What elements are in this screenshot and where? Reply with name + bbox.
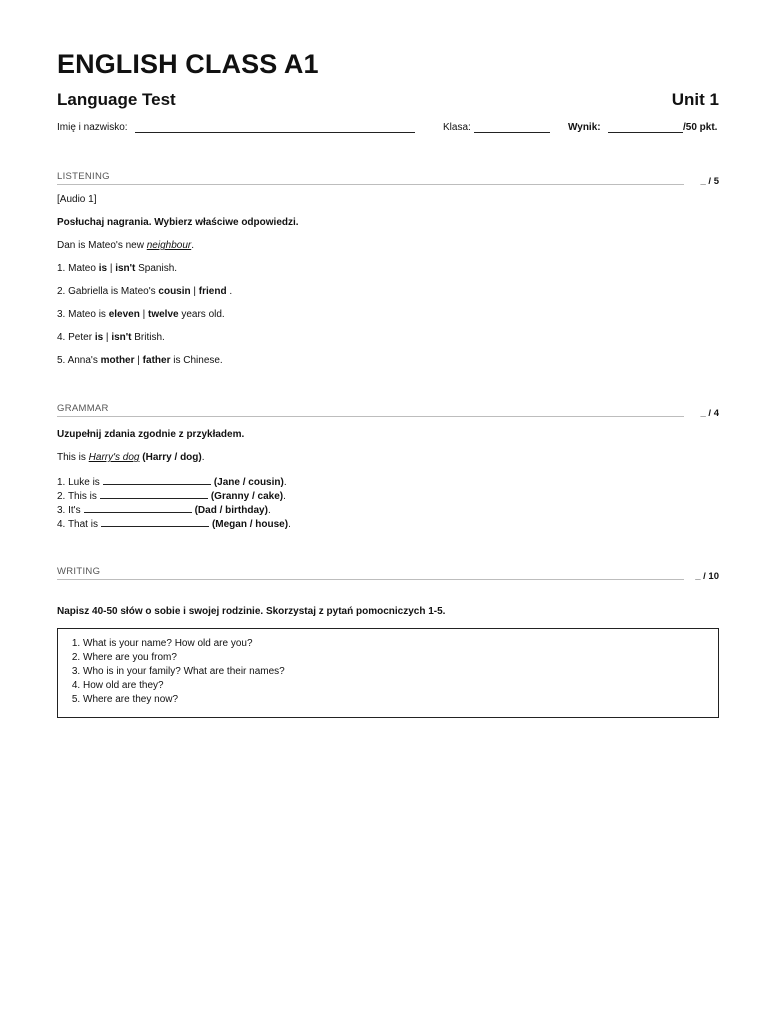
writing-section-header <box>57 566 719 590</box>
answer-blank[interactable] <box>84 503 192 513</box>
listening-heading: LISTENING <box>57 171 110 182</box>
grammar-section-header <box>57 403 719 427</box>
option-b[interactable]: isn't <box>115 263 136 274</box>
example-hint: (Harry / dog) <box>142 452 202 463</box>
item-text-end: is Chinese. <box>170 355 223 366</box>
answer-blank[interactable] <box>100 489 208 499</box>
item-text-end: . <box>226 286 233 297</box>
example-text: Dan is Mateo's new <box>57 240 147 251</box>
name-field[interactable] <box>135 132 415 133</box>
item-text: 3. It's <box>57 505 81 516</box>
grammar-example <box>57 452 205 463</box>
grammar-instruction: Uzupełnij zdania zgodnie z przykładem. <box>57 429 245 440</box>
class-label: Klasa: <box>443 122 471 133</box>
option-separator: | <box>134 355 143 366</box>
example-answer: Harry's dog <box>88 452 140 463</box>
listening-item <box>57 355 223 366</box>
test-subtitle: Language Test <box>57 90 176 109</box>
writing-score: _ / 10 <box>695 571 719 582</box>
item-text: 3. Mateo is <box>57 309 109 320</box>
item-text-end: Spanish. <box>135 263 178 274</box>
option-separator: | <box>139 309 148 320</box>
student-info-row <box>57 119 719 135</box>
item-text: 4. That is <box>57 519 98 530</box>
answer-blank[interactable] <box>103 475 211 485</box>
item-text-end: British. <box>131 332 165 343</box>
listening-item <box>57 332 165 343</box>
item-text-end: . <box>288 519 291 530</box>
item-hint: (Granny / cake) <box>210 491 284 502</box>
option-a[interactable]: cousin <box>158 286 191 297</box>
prompt-question: 5. Where are they now? <box>83 693 718 707</box>
item-text-end: . <box>283 491 286 502</box>
option-separator: | <box>190 286 199 297</box>
writing-prompts-box <box>57 628 719 718</box>
section-divider <box>57 184 684 185</box>
item-text: 1. Mateo <box>57 263 99 274</box>
option-b[interactable]: father <box>142 355 171 366</box>
audio-label: [Audio 1] <box>57 194 97 205</box>
page-title: ENGLISH CLASS A1 <box>57 49 319 79</box>
example-answer: neighbour <box>146 240 192 251</box>
option-a[interactable]: is <box>98 263 108 274</box>
item-text: 2. This is <box>57 491 97 502</box>
prompt-question: 2. Where are you from? <box>83 651 718 665</box>
grammar-item <box>57 503 271 516</box>
score-total: /50 pkt. <box>683 122 718 133</box>
listening-item <box>57 309 225 320</box>
option-a[interactable]: eleven <box>108 309 140 320</box>
prompt-question: 4. How old are they? <box>83 679 718 693</box>
item-text: 5. Anna's <box>57 355 101 366</box>
grammar-item <box>57 489 286 502</box>
example-end: . <box>191 240 194 251</box>
item-hint: (Dad / birthday) <box>194 505 268 516</box>
score-field[interactable] <box>608 132 683 133</box>
example-end: . <box>201 452 205 463</box>
listening-item <box>57 286 232 297</box>
listening-score: _ / 5 <box>700 176 719 187</box>
item-text: 4. Peter <box>57 332 95 343</box>
option-a[interactable]: is <box>94 332 104 343</box>
grammar-heading: GRAMMAR <box>57 403 109 414</box>
grammar-item <box>57 475 287 488</box>
option-b[interactable]: friend <box>198 286 227 297</box>
option-b[interactable]: twelve <box>148 309 179 320</box>
section-divider <box>57 579 684 580</box>
grammar-item <box>57 517 291 530</box>
option-b[interactable]: isn't <box>111 332 132 343</box>
prompt-question: 1. What is your name? How old are you? <box>83 637 718 651</box>
listening-section-header <box>57 171 719 195</box>
option-a[interactable]: mother <box>100 355 135 366</box>
item-text: 1. Luke is <box>57 477 100 488</box>
section-divider <box>57 416 684 417</box>
item-text-end: . <box>267 505 271 516</box>
item-hint: (Megan / house) <box>211 519 289 530</box>
item-hint: (Jane / cousin) <box>213 477 284 488</box>
test-page <box>57 0 719 1024</box>
score-label: Wynik: <box>568 122 601 133</box>
prompt-list <box>58 637 718 707</box>
name-label: Imię i nazwisko: <box>57 122 128 133</box>
listening-item <box>57 263 177 274</box>
unit-label: Unit 1 <box>671 90 719 109</box>
listening-example <box>57 240 194 251</box>
option-separator: | <box>107 263 116 274</box>
writing-instruction: Napisz 40-50 słów o sobie i swojej rodzinie. Skorzystaj z pytań pomocniczych 1-5. <box>57 606 446 617</box>
class-field[interactable] <box>474 132 550 133</box>
item-text-end: . <box>283 477 287 488</box>
listening-instruction: Posłuchaj nagrania. Wybierz właściwe odpowiedzi. <box>57 217 299 228</box>
writing-heading: WRITING <box>57 566 101 577</box>
answer-blank[interactable] <box>101 517 209 527</box>
item-text: 2. Gabriella is Mateo's <box>57 286 159 297</box>
grammar-score: _ / 4 <box>700 408 719 419</box>
prompt-question: 3. Who is in your family? What are their names? <box>83 665 718 679</box>
option-separator: | <box>103 332 112 343</box>
example-text: This is <box>57 452 89 463</box>
item-text-end: years old. <box>178 309 225 320</box>
